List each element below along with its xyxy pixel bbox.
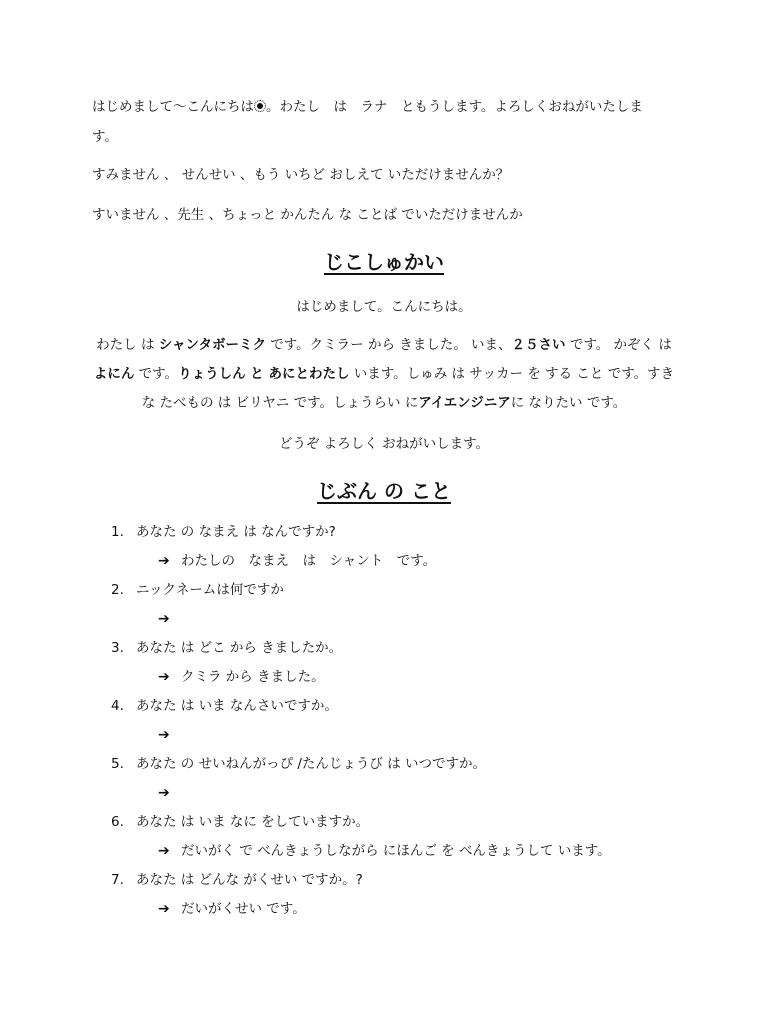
request-sentence-1: すみません 、 せんせい 、もう いちど おしえて いただけませんか？: [92, 167, 510, 183]
question-item: [0, 634, 768, 663]
answer-item: [0, 779, 768, 808]
greeting-text: はじめまして〜こんにちは: [92, 99, 254, 115]
question-item: [0, 518, 768, 547]
answer-text: クミラ から きました。: [181, 669, 325, 685]
request-sentence-2: すいません 、先生 、ちょっと かんたん な ことば でいただけませんか: [92, 207, 523, 223]
question-item: [0, 808, 768, 837]
answer-text: わたしの なまえ は シャント です。: [181, 553, 437, 569]
arrow-right-icon: ➔: [158, 553, 170, 569]
intro-text: わたし は: [96, 337, 159, 353]
section-title-jikoshokai: [0, 246, 768, 275]
question-text: あなた は いま なんさいですか。: [136, 698, 338, 714]
name-intro-text: 。わたし は ラナ ともうします。よろしくおねがいたしま: [266, 99, 643, 115]
question-number: 1.: [111, 524, 124, 540]
question-text: あなた は いま なに をしていますか。: [136, 814, 370, 830]
answer-item: [0, 895, 768, 924]
answer-item: [0, 605, 768, 634]
question-number: 4.: [111, 698, 124, 714]
wrap-text: す。: [92, 129, 118, 145]
intro-text: です。: [134, 366, 179, 382]
arrow-right-icon: ➔: [158, 611, 170, 627]
intro-name: シャンタボーミク: [158, 337, 266, 353]
closing-line: どうぞ よろしく おねがいします。: [278, 436, 489, 452]
answer-text: だいがく で べんきょうしながら にほんご を べんきょうして います。: [181, 843, 611, 859]
intro-future-job: アイエンジニア: [418, 395, 511, 411]
answer-text: だいがくせい です。: [181, 901, 306, 917]
question-number: 5.: [111, 756, 124, 772]
section-title-jibun-no-koto: [0, 475, 768, 504]
sun-icon: [254, 100, 266, 112]
greeting-line: はじめまして。こんにちは。: [296, 299, 472, 315]
question-text: あなた の せいねんがっぴ /たんじょうび は いつですか。: [136, 756, 487, 772]
question-number: 2.: [111, 582, 124, 598]
intro-text: です。 かぞく は: [565, 337, 672, 353]
answer-item: [0, 721, 768, 750]
answer-item: [0, 837, 768, 866]
arrow-right-icon: ➔: [158, 901, 170, 917]
question-number: 3.: [111, 640, 124, 656]
intro-family-count: よにん: [93, 366, 135, 382]
arrow-right-icon: ➔: [158, 669, 170, 685]
arrow-right-icon: ➔: [158, 843, 170, 859]
self-intro-paragraph: [92, 92, 682, 152]
question-item: [0, 692, 768, 721]
intro-text: です。クミラー から きました。 いま、: [265, 337, 512, 353]
question-text: あなた は どんな がくせい ですか。?: [136, 872, 363, 888]
arrow-right-icon: ➔: [158, 785, 170, 801]
intro-text: います。しゅみ は サッカー を する こと です。すき な たべもの は ビリヤニ です。しょうらい に: [141, 366, 675, 411]
question-text: あなた の なまえ は なんですか?: [136, 524, 336, 540]
question-number: 6.: [111, 814, 124, 830]
intro-age: ２５さい: [511, 337, 566, 353]
section-title-text: じぶん の こと: [317, 479, 451, 503]
intro-text: に なりたい です。: [510, 395, 627, 411]
question-text: ニックネームは何ですか: [136, 582, 284, 598]
intro-family-members: りょうしん と あにとわたし: [178, 366, 350, 382]
arrow-right-icon: ➔: [158, 727, 170, 743]
section-title-text: じこしゅかい: [324, 250, 444, 274]
question-list: [0, 518, 768, 924]
question-text: あなた は どこ から きましたか。: [136, 640, 343, 656]
answer-item: [0, 547, 768, 576]
question-item: [0, 576, 768, 605]
question-item: [0, 750, 768, 779]
question-number: 7.: [111, 872, 124, 888]
intro-paragraph: [92, 331, 676, 418]
question-item: [0, 866, 768, 895]
answer-item: [0, 663, 768, 692]
